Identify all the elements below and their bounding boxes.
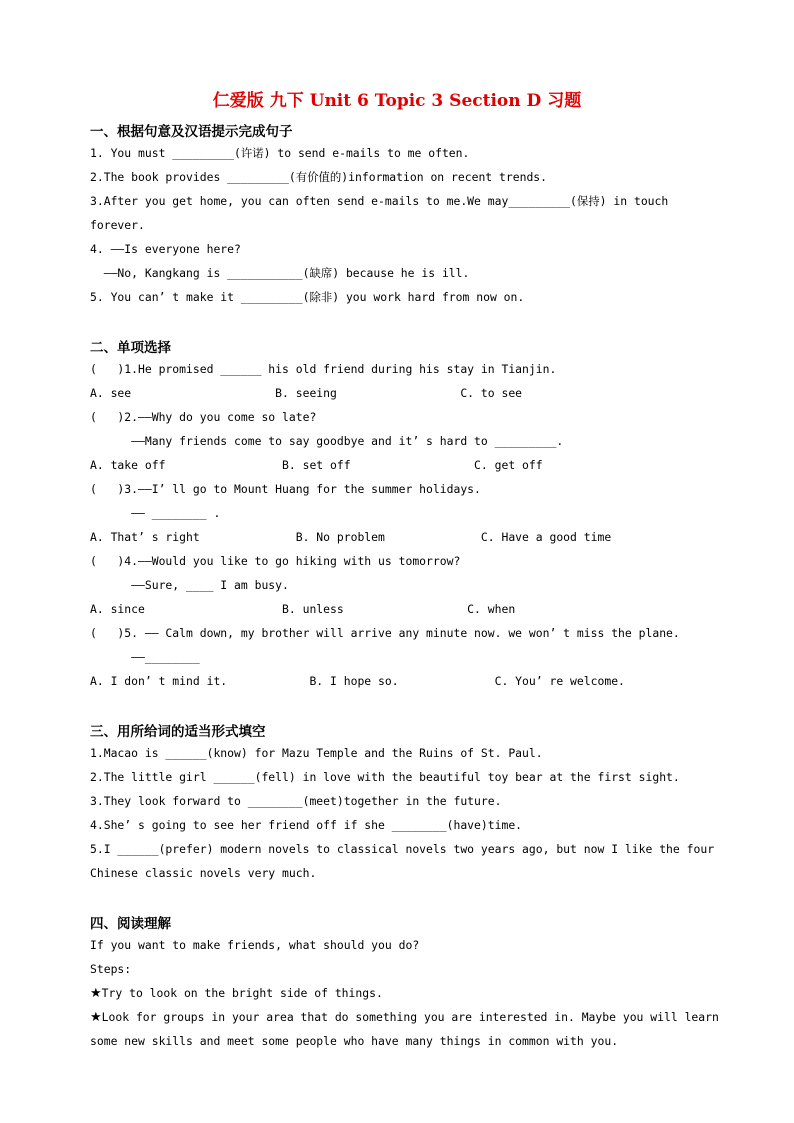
section3-heading: 三、用所给词的适当形式填空 <box>90 724 266 740</box>
s3-q4: 4.She’ s going to see her friend off if she ________(have)time. <box>90 818 523 832</box>
s2-q2: ( )2.——Why do you come so late? <box>90 410 317 424</box>
s2-q4-options: A. since B. unless C. when <box>90 602 516 616</box>
s2-q5-reply: ——________ <box>90 650 200 664</box>
s2-q2-options: A. take off B. set off C. get off <box>90 458 543 472</box>
section4-heading: 四、阅读理解 <box>90 916 171 932</box>
s1-q5: 5. You can’ t make it _________(除非) you work hard from now on. <box>90 290 525 304</box>
s2-q5: ( )5. —— Calm down, my brother will arrive any minute now. we won’ t miss the plane. <box>90 626 680 640</box>
s1-q4: 4. ——Is everyone here? <box>90 242 241 256</box>
s4-intro: If you want to make friends, what should you do? <box>90 938 420 952</box>
s1-q1: 1. You must _________(许诺) to send e-mails to me often. <box>90 146 470 160</box>
s4-step2-text: Look for groups in your area that do something you are interested in. Maybe you will learn <box>101 1010 719 1024</box>
s2-q4-reply: ——Sure, ____ I am busy. <box>90 578 289 592</box>
s1-q3: 3.After you get home, you can often send e-mails to me.We may_________(保持) in touch <box>90 194 669 208</box>
star-icon: ★ <box>90 1010 102 1025</box>
document-title: 仁爱版 九下 Unit 6 Topic 3 Section D 习题 <box>212 91 582 111</box>
s3-q1: 1.Macao is ______(know) for Mazu Temple and the Ruins of St. Paul. <box>90 746 543 760</box>
s3-q5: 5.I ______(prefer) modern novels to classical novels two years ago, but now I like the four <box>90 842 715 856</box>
s4-step2 <box>90 1009 740 1026</box>
s4-step2-cont: some new skills and meet some people who have many things in common with you. <box>90 1034 619 1048</box>
s1-q3-cont: forever. <box>90 218 145 232</box>
s2-q3-options: A. That’ s right B. No problem C. Have a good time <box>90 530 612 544</box>
s4-step1 <box>90 985 750 1002</box>
s2-q4: ( )4.——Would you like to go hiking with us tomorrow? <box>90 554 461 568</box>
s3-q2: 2.The little girl ______(fell) in love with the beautiful toy bear at the first sight. <box>90 770 680 784</box>
star-icon: ★ <box>90 986 102 1001</box>
s2-q1-options: A. see B. seeing C. to see <box>90 386 523 400</box>
s1-q4-answer: ——No, Kangkang is ___________(缺席) because he is ill. <box>90 266 470 280</box>
s2-q2-reply: ——Many friends come to say goodbye and it’ s hard to _________. <box>90 434 564 448</box>
s2-q3-reply: —— ________ . <box>90 506 221 520</box>
section2-heading: 二、单项选择 <box>90 340 171 356</box>
s3-q3: 3.They look forward to ________(meet)together in the future. <box>90 794 502 808</box>
s2-q5-options: A. I don’ t mind it. B. I hope so. C. You’ re welcome. <box>90 674 625 688</box>
s1-q2: 2.The book provides _________(有价值的)information on recent trends. <box>90 170 548 184</box>
s4-steps-label: Steps: <box>90 962 132 976</box>
s2-q3: ( )3.——I’ ll go to Mount Huang for the summer holidays. <box>90 482 481 496</box>
s2-q1: ( )1.He promised ______ his old friend during his stay in Tianjin. <box>90 362 557 376</box>
section1-heading: 一、根据句意及汉语提示完成句子 <box>90 124 293 140</box>
s4-step1-text: Try to look on the bright side of things. <box>101 986 383 1000</box>
s3-q5-cont: Chinese classic novels very much. <box>90 866 317 880</box>
